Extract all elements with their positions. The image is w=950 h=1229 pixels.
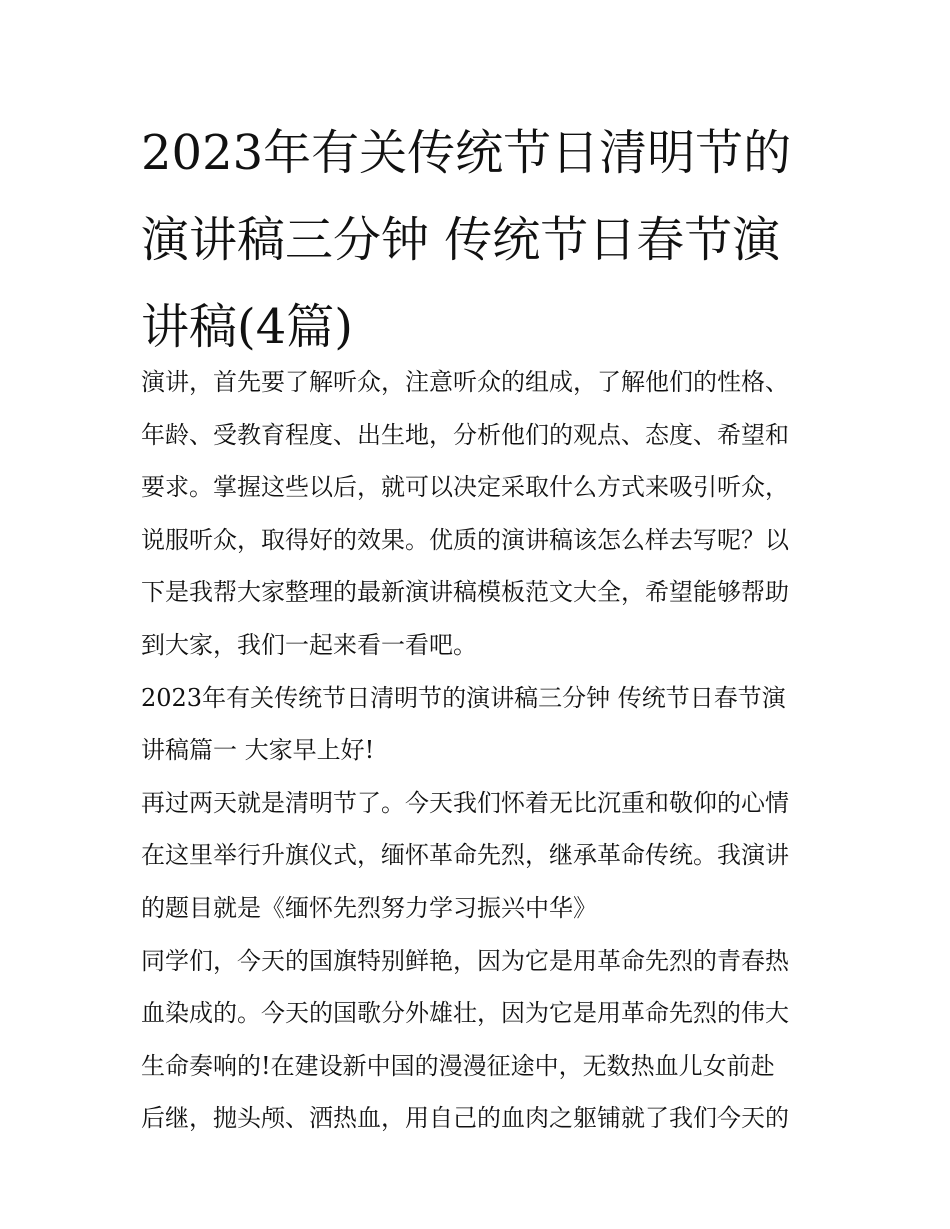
paragraph-line: 在这里举行升旗仪式，缅怀革命先烈，继承革命传统。我演讲: [141, 841, 789, 870]
title-line: 2023年有关传统节日清明节的: [141, 125, 792, 181]
paragraph-line: 同学们，今天的国旗特别鲜艳，因为它是用革命先烈的青春热: [141, 946, 789, 975]
intro-paragraph-line: 演讲，首先要了解听众，注意听众的组成，了解他们的性格、: [141, 368, 789, 396]
title-line: 演讲稿三分钟 传统节日春节演: [141, 212, 781, 268]
paragraph-line: 的题目就是《缅怀先烈努力学习振兴中华》: [141, 893, 597, 922]
section-heading-line: 2023年有关传统节日清明节的演讲稿三分钟 传统节日春节演: [141, 683, 786, 712]
section-heading-line: 讲稿篇一 大家早上好!: [141, 736, 375, 765]
paragraph-line: 再过两天就是清明节了。今天我们怀着无比沉重和敬仰的心情: [141, 788, 789, 817]
intro-paragraph-line: 要求。掌握这些以后，就可以决定采取什么方式来吸引听众，: [141, 473, 789, 502]
document-title: [141, 110, 821, 371]
document-body: [141, 356, 821, 1145]
paragraph-line: 血染成的。今天的国歌分外雄壮，因为它是用革命先烈的伟大: [141, 999, 789, 1028]
intro-paragraph-line: 说服听众，取得好的效果。优质的演讲稿该怎么样去写呢？以: [141, 525, 789, 554]
paragraph-line: 后继，抛头颅、洒热血，用自己的血肉之躯铺就了我们今天的: [141, 1104, 789, 1133]
title-line: 讲稿(4篇): [141, 299, 353, 355]
intro-paragraph-line: 下是我帮大家整理的最新演讲稿模板范文大全，希望能够帮助: [141, 578, 789, 607]
paragraph-line: 生命奏响的!在建设新中国的漫漫征途中，无数热血儿女前赴: [141, 1051, 775, 1080]
intro-paragraph-line: 到大家，我们一起来看一看吧。: [141, 630, 477, 659]
intro-paragraph-line: 年龄、受教育程度、出生地，分析他们的观点、态度、希望和: [141, 420, 789, 449]
